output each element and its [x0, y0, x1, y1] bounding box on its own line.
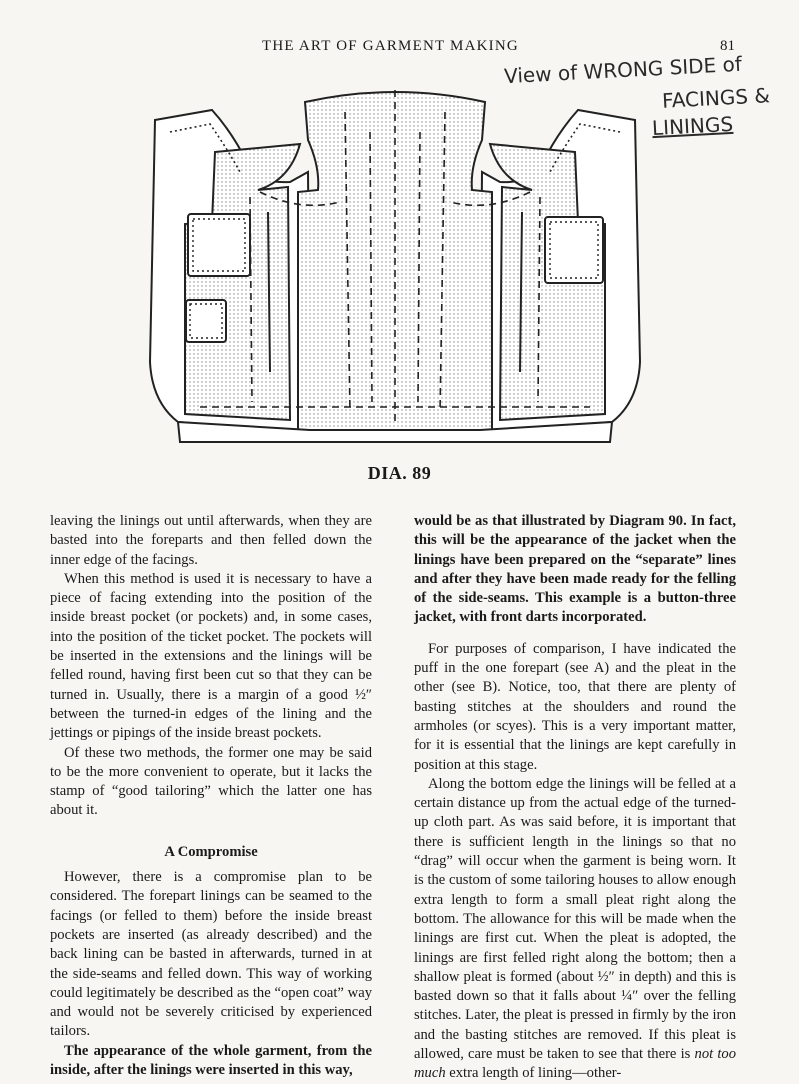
left-breast-pocket: [188, 214, 250, 276]
right-paragraph-2: For purposes of comparison, I have indicated the puff in the one forepart (see A) and the pleat in the other (see B). Notice, too, that there are plenty of basting stitches at the shoulders and round the armholes (or scyes). This is a very important matter, for it is essential that the linings are kept carefully in position at this stage.: [414, 640, 736, 773]
running-head: THE ART OF GARMENT MAKING: [262, 38, 519, 54]
left-ticket-pocket: [186, 300, 226, 342]
page-number: 81: [720, 38, 735, 54]
emphasis-text: not too much: [414, 1046, 736, 1082]
section-heading: A Compromise: [164, 843, 258, 860]
left-paragraph-2: When this method is used it is necessary to have a piece of facing extending into the position of the inside breast pocket (or pockets) and, in some cases, into the position of the ticket pocket. The pockets will be inserted in the extensions and the linings will be felled round, having first been cut so that they can be turned in. Usually, there is a margin of a good ½″ between the turned-in edges of the lining and the jettings or pipings of the inside breast pockets.: [50, 570, 372, 742]
left-paragraph-5: The appearance of the whole garment, from the inside, after the linings were inserted in this way,: [50, 1042, 372, 1079]
left-paragraph-3: Of these two methods, the former one may be said to be the more convenient to operate, but it lacks the stamp of “good tailoring” which the latter one has about it.: [50, 744, 372, 819]
handwritten-note-line2: FACINGS &: [661, 83, 771, 113]
handwritten-note-line1: View of WRONG SIDE of: [503, 51, 743, 89]
right-column: [414, 512, 736, 1084]
right-breast-pocket: [545, 217, 603, 283]
left-paragraph-4: However, there is a compromise plan to be considered. The forepart linings can be seamed to the facings (or felled to them) before the inside breast pockets are inserted (as already described) and the back lining can be basted in afterwards, turned in at the side-seams and felled down. This way of working could legitimately be described as the “open coat” way and would not be severely criticised by experienced tailors.: [50, 869, 372, 1040]
right-paragraph-3: [414, 775, 736, 1084]
left-paragraph-1: leaving the linings out until afterwards, when they are basted into the foreparts and then felled down the inner edge of the facings.: [50, 513, 372, 568]
handwritten-note-line3: LININGS: [651, 111, 734, 141]
left-column: [50, 512, 372, 1080]
right-paragraph-3-end: extra length of lining—other-: [445, 1065, 622, 1082]
right-paragraph-3-text: Along the bottom edge the linings will be felled at a certain distance up from the actual edge of the turned-up cloth part. As was said before, it is important that there is sufficient length in the linings so that no “drag” will occur when the garment is being worn. It is the custom of some tailoring houses to allow enough extra length to form a small pleat right along the bottom. The allowance for this will be made when the linings are first cut. When the pleat is adopted, the linings are first felled right along the bottom; then a shallow pleat is formed (about ½″ in depth) and this is basted down so that it falls about ¼″ over the felling stitches. Later, the pleat is pressed in firmly by the iron and the basting stitches are removed. If this pleat is allowed, care must be taken to see that there is: [414, 775, 736, 1063]
figure-caption: DIA. 89: [367, 463, 432, 483]
jacket-lining-diagram: [140, 72, 650, 457]
right-paragraph-1: would be as that illustrated by Diagram 90. In fact, this will be the appearance of the jacket when the linings have been prepared on the “separate” lines and after they have been made ready for the felling of the side-seams. This example is a button-three jacket, with front darts incorporated.: [414, 513, 736, 626]
